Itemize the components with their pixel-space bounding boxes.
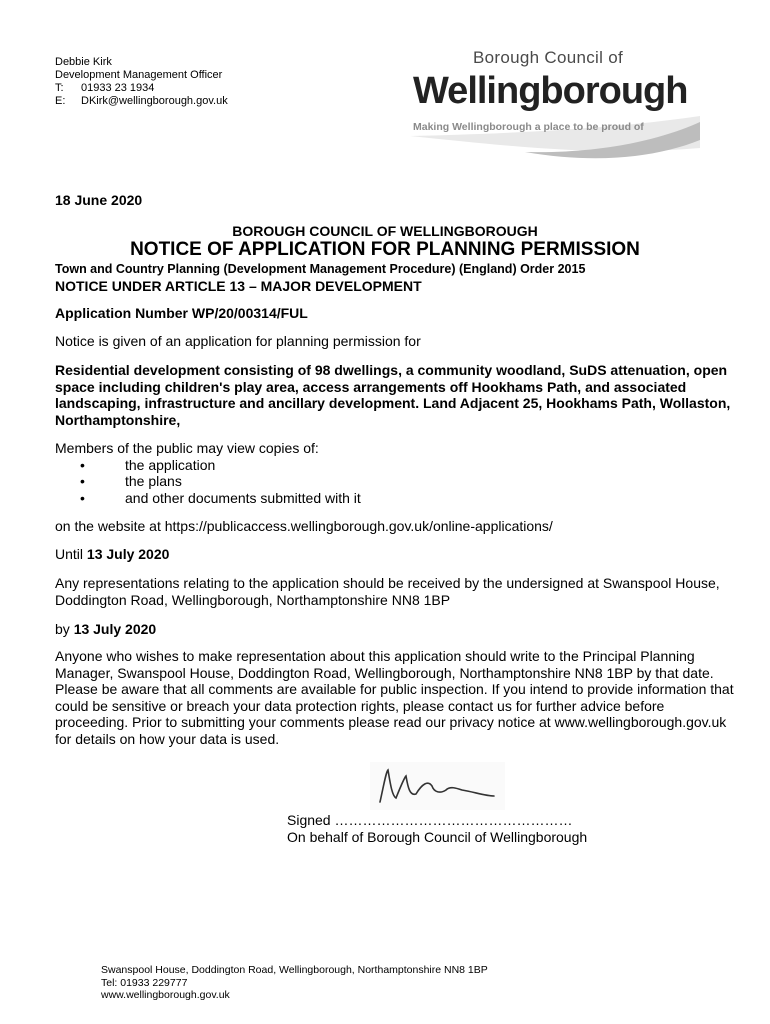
footer-address: Swanspool House, Doddington Road, Wellingborough, Northamptonshire NN8 1BP (101, 964, 488, 976)
development-description: Residential development consisting of 98 dwellings, a community woodland, SuDS attenuation, open space including children's play area, access arrangements off Hookhams Path, and associated landscaping, infrastructure and ancillary development. Land Adjacent 25, Hookhams Path, Wollaston, Northamptonshire, (55, 362, 731, 428)
article-heading: NOTICE UNDER ARTICLE 13 – MAJOR DEVELOPMENT (55, 278, 422, 294)
sender-contact (55, 56, 228, 108)
council-heading: BOROUGH COUNCIL OF WELLINGBOROUGH (232, 223, 538, 239)
intro-text: Notice is given of an application for planning permission for (55, 333, 421, 349)
list-item: • the application (55, 457, 735, 474)
view-copies-section (55, 440, 735, 506)
footer-website[interactable]: www.wellingborough.gov.uk (101, 989, 230, 1001)
notice-title: NOTICE OF APPLICATION FOR PLANNING PERMISSION (130, 239, 640, 260)
signature-block (287, 812, 587, 846)
until-line (55, 546, 735, 563)
logo-line2: Wellingborough (413, 70, 688, 112)
list-item: • and other documents submitted with it (55, 490, 735, 507)
by-prefix: by (55, 621, 74, 637)
council-logo (405, 48, 705, 178)
swoosh-graphic (405, 108, 705, 178)
list-item: • the plans (55, 473, 735, 490)
sender-name: Debbie Kirk (55, 56, 112, 68)
until-date: 13 July 2020 (86, 546, 170, 562)
signed-line: Signed …………………………………………… (287, 812, 573, 828)
signature-image (370, 762, 505, 810)
representation-instructions: Anyone who wishes to make representation about this application should write to the Principal Planning Manager, Swanspool House, Doddington Road, Wellingborough, Northamptonshire NN8 1BP by that date. Please be aware that all comments are available for public inspection. If you intend to provide information that could be sensitive or breach your data protection rights, please contact us for further advice before proceeding. Prior to submitting your comments please read our privacy notice at www.wellingborough.gov.uk for details on how your data is used. (55, 648, 734, 747)
email-label: E: (55, 95, 66, 107)
phone-label: T: (55, 82, 64, 94)
by-date: 13 July 2020 (73, 621, 157, 637)
website-line: on the website at https://publicaccess.wellingborough.gov.uk/online-applications/ (55, 518, 553, 534)
view-intro: Members of the public may view copies of: (55, 440, 319, 456)
logo-tagline: Making Wellingborough a place to be proud of (413, 121, 644, 133)
documents-list (55, 457, 735, 507)
phone-row (55, 82, 228, 95)
until-prefix: Until (55, 546, 87, 562)
application-number: Application Number WP/20/00314/FUL (55, 305, 308, 321)
phone-number: 01933 23 1934 (81, 82, 155, 94)
email-row (55, 95, 228, 108)
notice-date: 18 June 2020 (55, 192, 143, 208)
footer-tel: Tel: 01933 229777 (101, 976, 188, 989)
by-line (55, 621, 735, 638)
logo-line1: Borough Council of (473, 48, 623, 67)
representations-text: Any representations relating to the application should be received by the undersigned at Swanspool House, Doddington Road, Wellingborough, Northamptonshire NN8 1BP (55, 575, 720, 608)
email-address[interactable]: DKirk@wellingborough.gov.uk (81, 95, 228, 107)
sender-role: Development Management Officer (55, 69, 223, 81)
order-reference: Town and Country Planning (Development Management Procedure) (England) Order 2015 (55, 262, 586, 276)
page-footer (101, 964, 488, 1002)
on-behalf-line: On behalf of Borough Council of Wellingborough (287, 829, 588, 845)
